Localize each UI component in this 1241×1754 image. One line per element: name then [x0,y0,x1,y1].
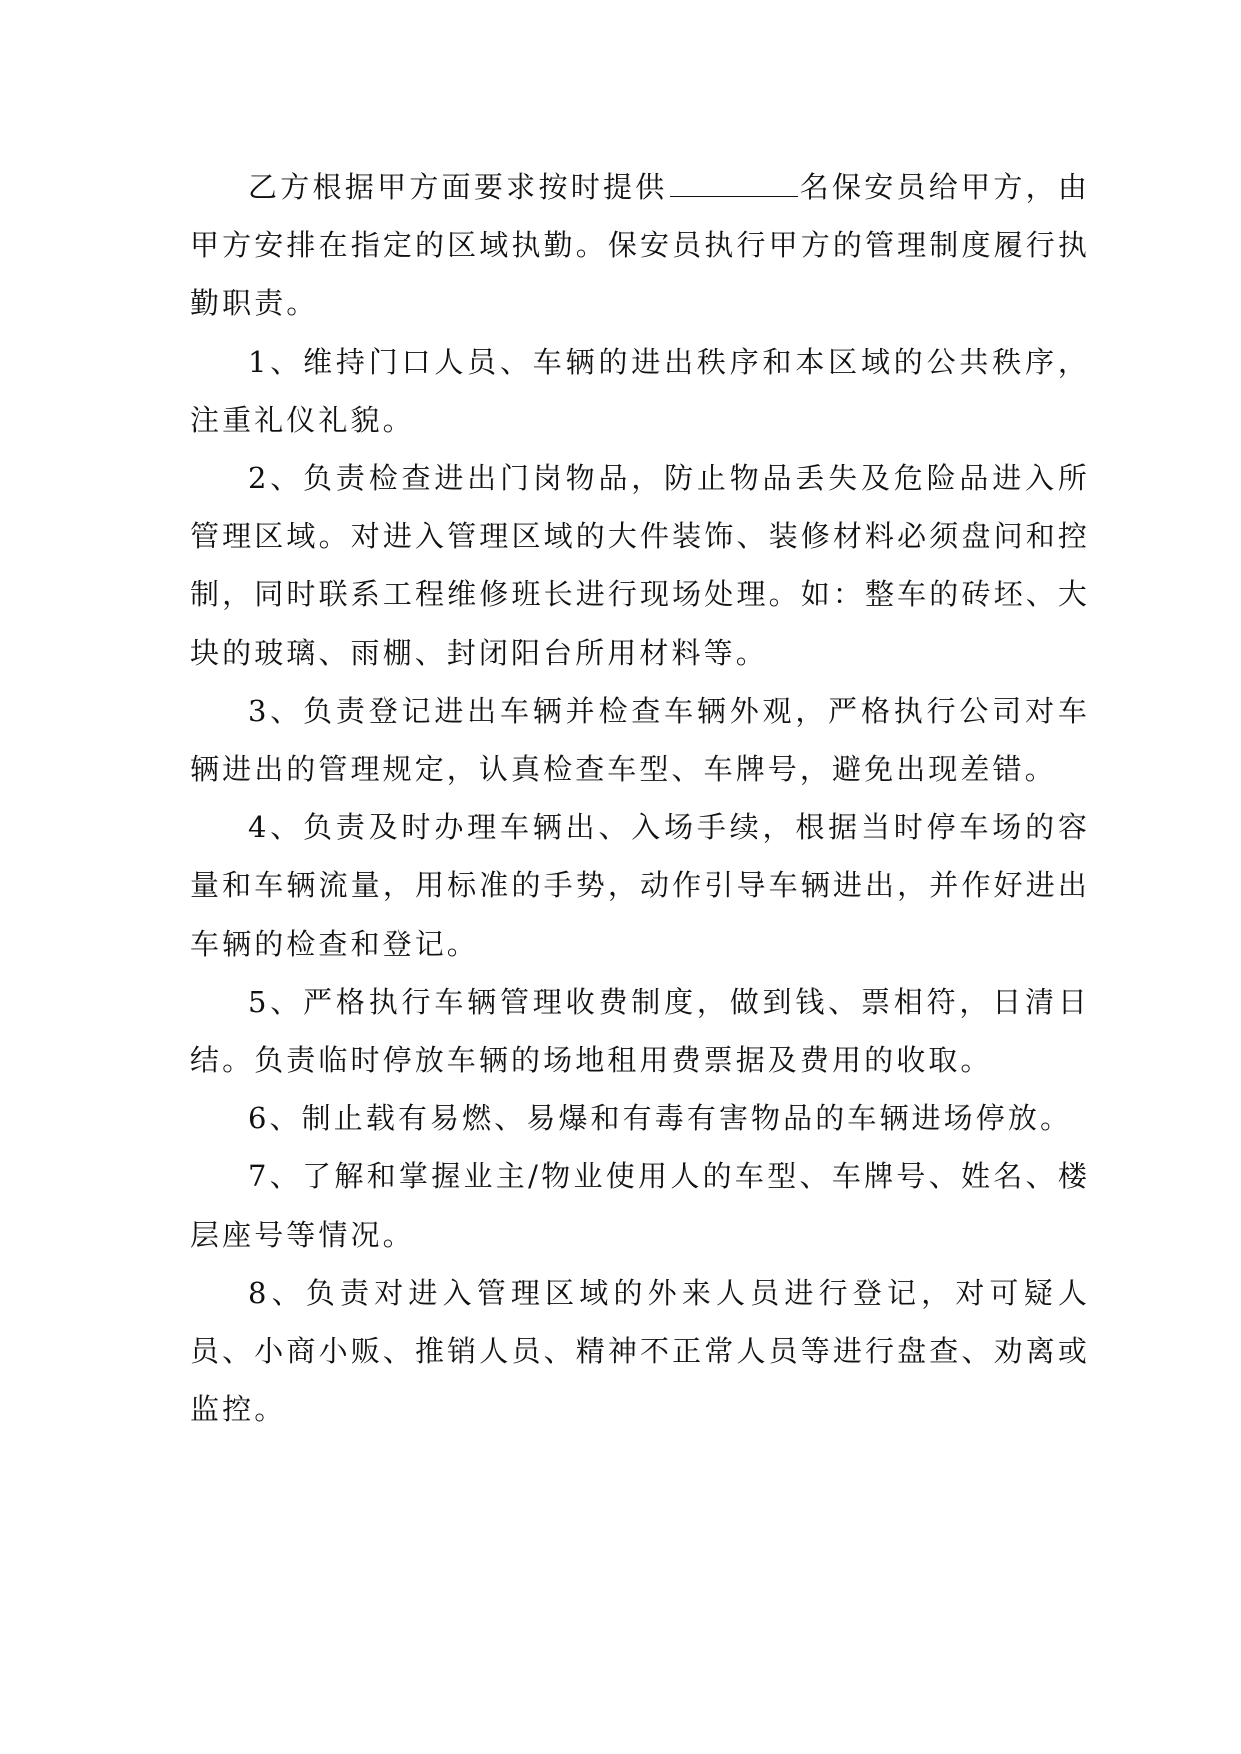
duty-item-5: 5、严格执行车辆管理收费制度，做到钱、票相符，日清日结。负责临时停放车辆的场地租用费票据及费用的收取。 [190,984,1090,1078]
duty-item-2: 2、负责检查进出门岗物品，防止物品丢失及危险品进入所管理区域。对进入管理区域的大件装饰、装修材料必须盘问和控制，同时联系工程维修班长进行现场处理。如：整车的砖坯、大块的玻璃、雨棚、封闭阳台所用材料等。 [190,461,1090,670]
duty-item-3: 3、负责登记进出车辆并检查车辆外观，严格执行公司对车辆进出的管理规定，认真检查车型、车牌号，避免出现差错。 [190,693,1090,787]
duty-item-4: 4、负责及时办理车辆出、入场手续，根据当时停车场的容量和车辆流量，用标准的手势，动作引导车辆进出，并作好进出车辆的检查和登记。 [190,810,1090,961]
document-body [190,158,1090,1438]
fill-in-blank [670,174,798,197]
duty-item-6: 6、制止载有易燃、易爆和有毒有害物品的车辆进场停放。 [248,1101,1073,1136]
duty-item-1: 1、维持门口人员、车辆的进出秩序和本区域的公共秩序，注重礼仪礼貌。 [190,344,1090,437]
intro-text-before-blank: 乙方根据甲方面要求按时提供 [248,170,668,204]
intro-paragraph [190,158,1090,333]
duty-item-7: 7、了解和掌握业主/物业使用人的车型、车牌号、姓名、楼层座号等情况。 [190,1159,1090,1252]
duty-item-8: 8、负责对进入管理区域的外来人员进行登记，对可疑人员、小商小贩、推销人员、精神不正常人员等进行盘查、劝离或监控。 [190,1275,1090,1427]
intro-text-after-blank: 名保安员给甲方，由甲方安排在指定的区域执勤。保安员执行甲方的管理制度履行执勤职责。 [190,170,1090,321]
